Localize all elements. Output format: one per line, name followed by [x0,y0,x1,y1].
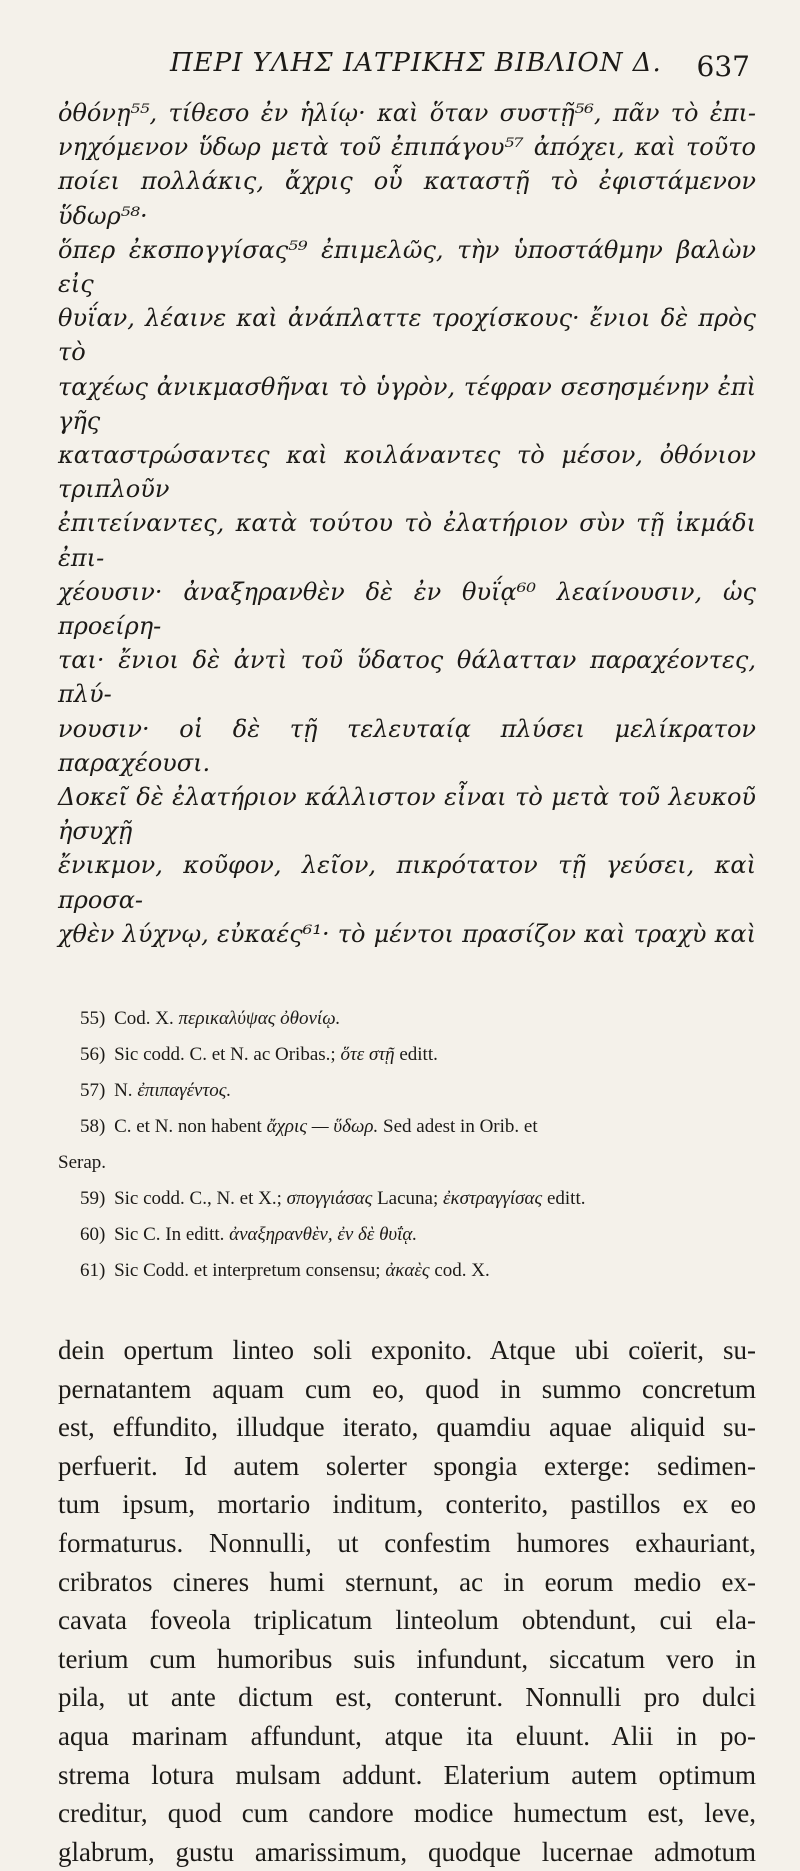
running-head [58,40,756,96]
footnote-59: 59) Sic codd. C., N. et X.; σπογγιάσας Lacuna; ἐκστραγγίσας editt. [80,1188,586,1210]
greek-line: ὅπερ ἐκσπογγίσας⁵⁹ ἐπιμελῶς, τὴν ὑποστάθμην βαλὼν εἰς [58,235,756,299]
greek-line: ἐπιτείναντες, κατὰ τούτου τὸ ἐλατήριον σὺν τῇ ἰκμάδι ἐπι- [58,509,756,572]
greek-line: ται· ἔνιοι δὲ ἀντὶ τοῦ ὕδατος θάλατταν παραχέοντες, πλύ- [58,646,756,709]
greek-line: ὀθόνῃ⁵⁵, τίθεσο ἐν ἡλίῳ· καὶ ὅταν συστῇ⁵⁶, πᾶν τὸ ἐπι- [58,99,756,127]
greek-text-block [58,96,756,951]
latin-line: terium cum humoribus suis infundunt, siccatum vero in [58,1643,756,1674]
footnote-55: 55) Cod. X. περικαλύψας ὀθονίῳ. [80,1008,341,1030]
latin-line: creditur, quod cum candore modice humectum est, leve, [58,1798,756,1829]
footnote-61: 61) Sic Codd. et interpretum consensu; ἀκαὲς cod. X. [80,1260,490,1282]
greek-line: νουσιν· οἱ δὲ τῇ τελευταίᾳ πλύσει μελίκρατον παραχέουσι. [58,714,756,777]
page-number: 637 [696,50,750,83]
footnote-60: 60) Sic C. In editt. ἀναξηρανθὲν, ἐν δὲ θυΐᾳ. [80,1224,418,1246]
footnote-58: 58) C. et N. non habent ἄχρις — ὕδωρ. Sed adest in Orib. et [80,1116,538,1138]
latin-line: dein opertum linteo soli exponito. Atque ubi coïerit, su- [58,1335,756,1366]
greek-line: ἔνικμον, κοῦφον, λεῖον, πικρότατον τῇ γεύσει, καὶ προσα- [58,851,756,914]
latin-line: glabrum, gustu amarissimum, quodque lucernae admotum [58,1836,756,1867]
latin-line: pila, ut ante dictum est, conterunt. Nonnulli pro dulci [58,1682,756,1713]
latin-line: aqua marinam affundunt, atque ita eluunt. Alii in po- [58,1721,756,1752]
footnotes [58,1001,756,1289]
greek-line: καταστρώσαντες καὶ κοιλάναντες τὸ μέσον, ὀθόνιον τριπλοῦν [58,441,756,504]
running-title: ΠΕΡΙ ΥΛΗΣ ΙΑΤΡΙΚΗΣ ΒΙΒΛΙΟΝ Δ. [170,48,662,78]
greek-line: Δοκεῖ δὲ ἐλατήριον κάλλιστον εἶναι τὸ μετὰ τοῦ λευκοῦ ἠσυχῇ [58,783,756,846]
latin-line: tum ipsum, mortario inditum, conterito, pastillos ex eo [58,1489,756,1520]
latin-line: cavata foveola triplicatum linteolum obtendunt, cui ela- [58,1605,756,1636]
latin-translation-block [58,1331,756,1871]
footnote-56: 56) Sic codd. C. et N. ac Oribas.; ὅτε στῇ editt. [80,1044,438,1066]
latin-line: est, effundito, illudque iterato, quamdiu aquae aliquid su- [58,1412,756,1443]
footnote-58-continued: Serap. [58,1152,107,1174]
latin-line: pernatantem aquam cum eo, quod in summo concretum [58,1373,756,1404]
greek-line: ποίει πολλάκις, ἄχρις οὗ καταστῇ τὸ ἐφιστάμενον ὕδωρ⁵⁸· [58,167,756,230]
greek-line: θυΐαν, λέαινε καὶ ἀνάπλαττε τροχίσκους· ἔνιοι δὲ πρὸς τὸ [58,304,756,367]
latin-line: perfuerit. Id autem solerter spongia exterge: sedimen- [58,1450,756,1481]
greek-line: χθὲν λύχνῳ, εὐκαές⁶¹· τὸ μέντοι πρασίζον καὶ τραχὺ καὶ [58,919,756,948]
greek-line: χέουσιν· ἀναξηρανθὲν δὲ ἐν θυΐᾳ⁶⁰ λεαίνουσιν, ὡς προείρη- [58,577,756,641]
greek-line: ταχέως ἀνικμασθῆναι τὸ ὑγρὸν, τέφραν σεσησμένην ἐπὶ γῆς [58,372,756,435]
latin-line: cribratos cineres humi sternunt, ac in eorum medio ex- [58,1566,756,1597]
latin-line: strema lotura mulsam addunt. Elaterium autem optimum [58,1759,756,1790]
footnote-57: 57) N. ἐπιπαγέντος. [80,1080,232,1102]
greek-line: νηχόμενον ὕδωρ μετὰ τοῦ ἐπιπάγου⁵⁷ ἀπόχει, καὶ τοῦτο [58,133,756,162]
latin-line: formaturus. Nonnulli, ut confestim humores exhauriant, [58,1528,756,1559]
